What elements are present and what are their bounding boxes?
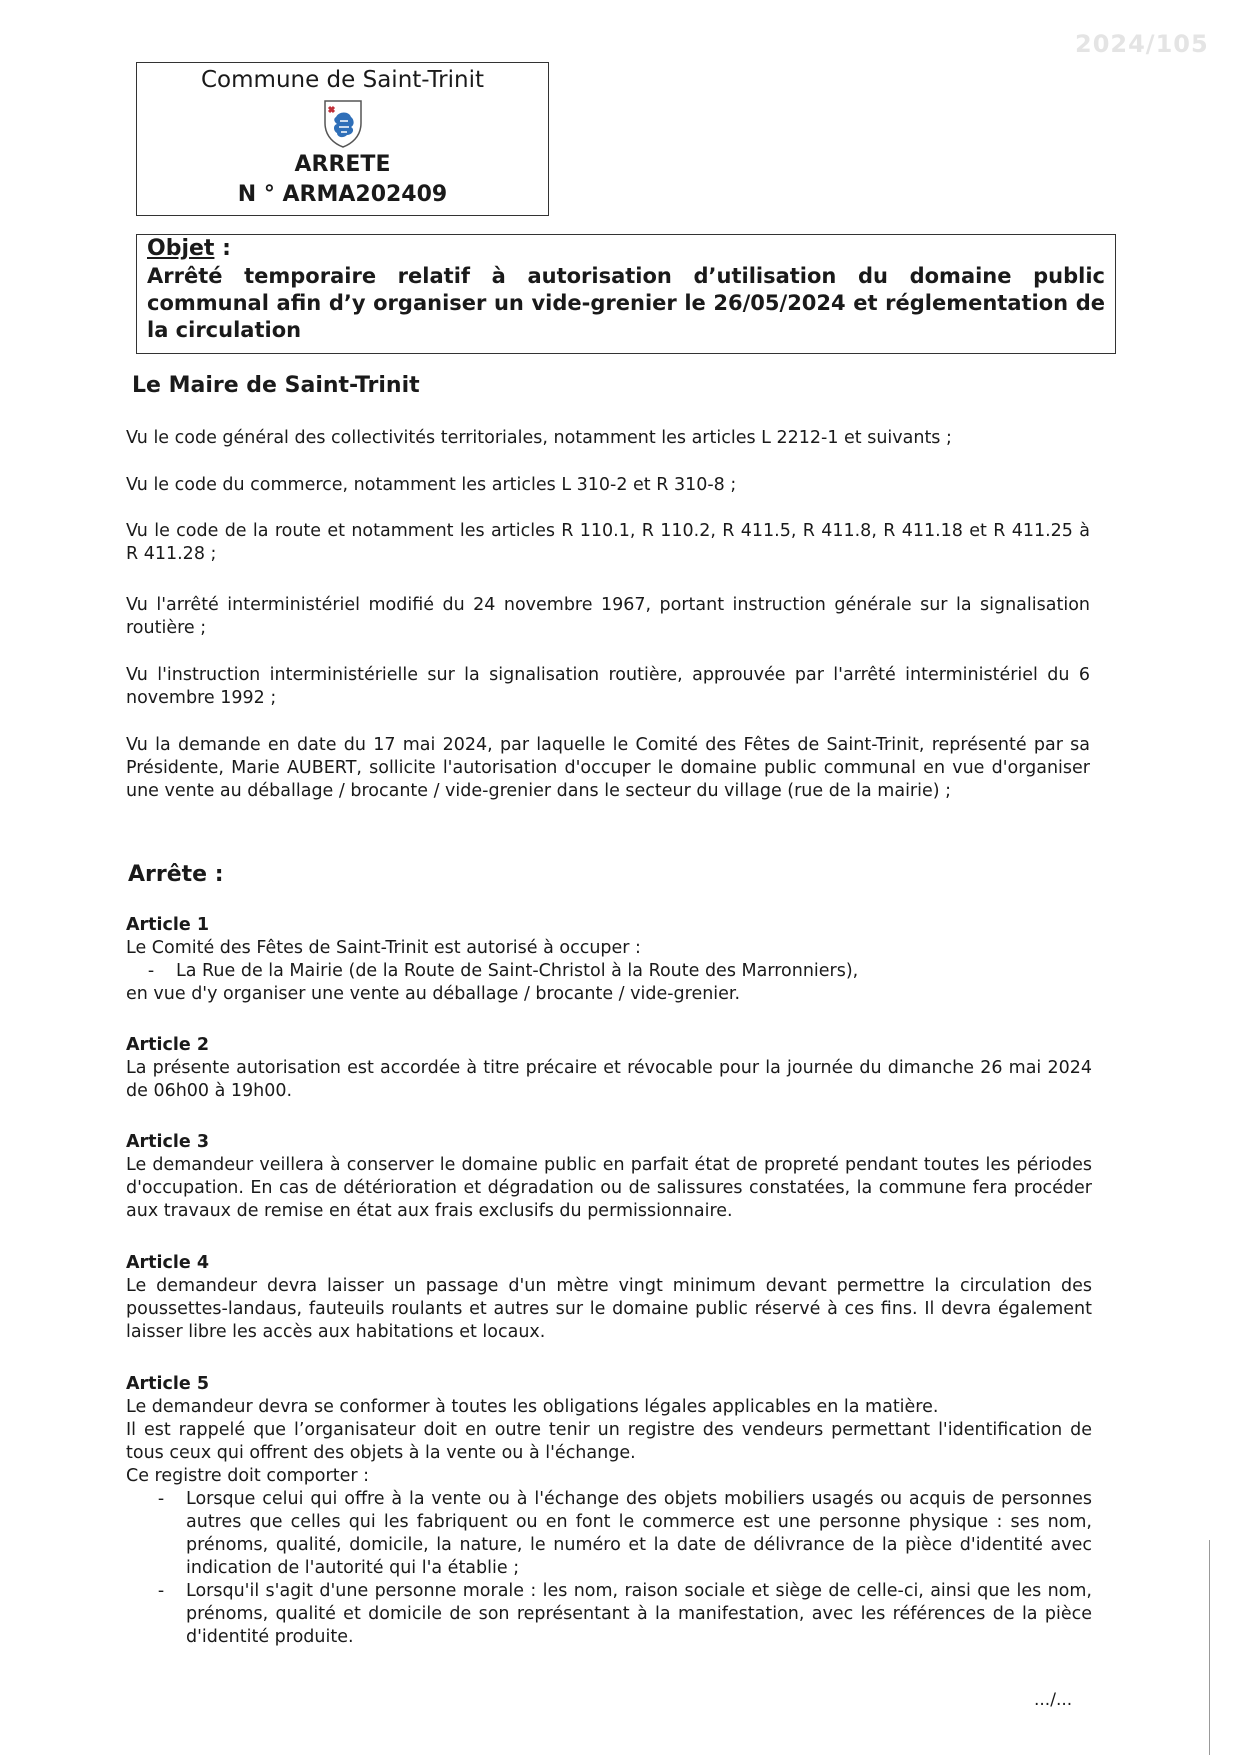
commune-name: Commune de Saint-Trinit (201, 67, 484, 93)
vu-3 (126, 520, 1090, 566)
vu-text: la demande en date du 17 mai 2024, par laquelle le Comité des Fêtes de Saint-Trinit, représenté par sa Présidente, Marie AUBERT, sollicite l'autorisation d'occuper le domaine public communal en vue d'organiser une vente au déballage / brocante / vide-grenier dans le secteur du village (rue de la mairie) ; (126, 735, 1090, 801)
arrete-heading: Arrête : (128, 862, 224, 887)
vu-text: le code du commerce, notamment les articles L 310-2 et R 310-8 ; (147, 475, 737, 495)
article-title: Article 1 (126, 915, 210, 935)
article-5 (126, 1373, 1092, 1649)
list-item-text: Lorsque celui qui offre à la vente ou à l'échange des objets mobiliers usagés ou acquis de personnes autres que celles qui les fabriquent ou en font le commerce est une personne physique : ses nom, prénoms, qualité, domicile, la nature, le numéro et la date de délivrance de la pièce d'identité avec indication de l'autorité qui l'a établie ; (186, 1489, 1092, 1578)
article-text: Il est rappelé que l’organisateur doit en outre tenir un registre des vendeurs permettant l'identification de tous ceux qui offrent des objets à la vente ou à l'échange. (126, 1420, 1092, 1463)
article-title: Article 2 (126, 1035, 210, 1055)
vu-prefix: Vu (126, 428, 148, 448)
objet-box (136, 234, 1116, 354)
article-4 (126, 1252, 1092, 1344)
article-1 (126, 914, 1092, 1006)
list-item (126, 1488, 1092, 1580)
article-3 (126, 1131, 1092, 1223)
header-box (136, 62, 549, 216)
article-text: Le demandeur devra se conformer à toutes les obligations légales applicables en la matière. (126, 1397, 939, 1417)
continuation-mark: .../... (1034, 1690, 1073, 1710)
vu-text: le code général des collectivités territoriales, notamment les articles L 2212-1 et suivants ; (147, 428, 952, 448)
objet-heading (147, 235, 1105, 263)
document-stamp: 2024/105 (1075, 30, 1209, 58)
maire-heading: Le Maire de Saint-Trinit (132, 373, 420, 398)
article-2 (126, 1034, 1092, 1103)
list-item-text: La Rue de la Mairie (de la Route de Saint-Christol à la Route des Marronniers), (176, 961, 859, 981)
vu-prefix: Vu (126, 735, 148, 755)
article-text: Le demandeur devra laisser un passage d'un mètre vingt minimum devant permettre la circulation des poussettes-landaus, fauteuils roulants et autres sur le domaine public réservé à ces fins. Il devra également laisser libre les accès aux habitations et locaux. (126, 1276, 1092, 1342)
vu-5 (126, 664, 1090, 710)
vu-4 (126, 594, 1090, 640)
article-text: Le Comité des Fêtes de Saint-Trinit est autorisé à occuper : (126, 938, 641, 958)
objet-text: Arrêté temporaire relatif à autorisation d’utilisation du domaine public communal afin d’y organiser un vide-grenier le 26/05/2024 et réglementation de la circulation (147, 264, 1105, 342)
dash-bullet: - (157, 1489, 165, 1509)
vu-1 (126, 427, 1090, 450)
vu-prefix: Vu (126, 665, 148, 685)
list-item (126, 1580, 1092, 1649)
objet-label: Objet (147, 236, 215, 261)
vu-text: le code de la route et notamment les articles R 110.1, R 110.2, R 411.5, R 411.8, R 411.18 et R 411.25 à R 411.28 ; (126, 521, 1090, 564)
vu-prefix: Vu (126, 475, 148, 495)
list-item (126, 960, 1092, 983)
list-item-text: Lorsqu'il s'agit d'une personne morale : les nom, raison sociale et siège de celle-ci, ainsi que les nom, prénoms, qualité et domicile de son représentant à la manifestation, avec les références de la pièce d'identité produite. (186, 1581, 1092, 1647)
article-text: La présente autorisation est accordée à titre précaire et révocable pour la journée du dimanche 26 mai 2024 de 06h00 à 19h00. (126, 1058, 1092, 1101)
article-text: en vue d'y organiser une vente au déballage / brocante / vide-grenier. (126, 984, 741, 1004)
scan-margin-line (1209, 1540, 1210, 1755)
vu-prefix: Vu (126, 595, 148, 615)
vu-6 (126, 734, 1090, 803)
article-title: Article 4 (126, 1253, 210, 1273)
article-title: Article 5 (126, 1374, 210, 1394)
coat-of-arms-icon (321, 97, 365, 149)
article-text: Le demandeur veillera à conserver le domaine public en parfait état de propreté pendant toutes les périodes d'occupation. En cas de détérioration et dégradation ou de salissures constatées, la commune fera procéder aux travaux de remise en état aux frais exclusifs du permissionnaire. (126, 1155, 1092, 1221)
article-title: Article 3 (126, 1132, 210, 1152)
arrete-type: ARRETE (294, 152, 391, 177)
vu-2 (126, 474, 1090, 497)
vu-text: l'arrêté interministériel modifié du 24 novembre 1967, portant instruction générale sur la signalisation routière ; (126, 595, 1090, 638)
arrete-number: N ° ARMA202409 (237, 182, 448, 207)
vu-prefix: Vu (126, 521, 148, 541)
objet-colon: : (214, 236, 231, 261)
dash-bullet: - (147, 961, 155, 981)
dash-bullet: - (157, 1581, 165, 1601)
vu-text: l'instruction interministérielle sur la signalisation routière, approuvée par l'arrêté interministériel du 6 novembre 1992 ; (126, 665, 1090, 708)
article-text: Ce registre doit comporter : (126, 1466, 369, 1486)
